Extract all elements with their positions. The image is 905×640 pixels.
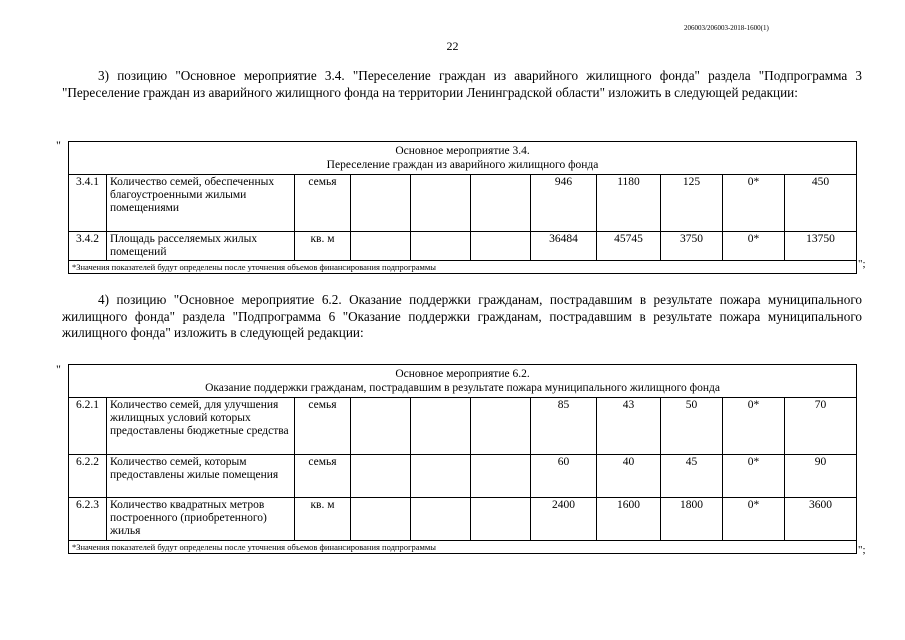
- value-cell: 3600: [785, 498, 857, 541]
- value-cell: 0*: [723, 175, 785, 232]
- value-cell: 1600: [597, 498, 661, 541]
- row-unit: семья: [295, 175, 351, 232]
- value-cell: [471, 498, 531, 541]
- row-name: Количество семей, обеспеченных благоустроенными жилыми помещениями: [107, 175, 295, 232]
- value-cell: [351, 455, 411, 498]
- row-number: 6.2.3: [69, 498, 107, 541]
- header-title: Основное мероприятие 6.2.: [395, 368, 530, 380]
- value-cell: [471, 398, 531, 455]
- row-number: 3.4.2: [69, 232, 107, 261]
- table-row: [69, 175, 857, 232]
- value-cell: 85: [531, 398, 597, 455]
- value-cell: [411, 398, 471, 455]
- table-row: [69, 232, 857, 261]
- value-cell: 125: [661, 175, 723, 232]
- table-2-close: ";: [858, 544, 866, 556]
- row-unit: кв. м: [295, 232, 351, 261]
- value-cell: [471, 175, 531, 232]
- header-title: Основное мероприятие 3.4.: [395, 145, 530, 157]
- value-cell: 0*: [723, 232, 785, 261]
- row-unit: семья: [295, 398, 351, 455]
- row-name: Площадь расселяемых жилых помещений: [107, 232, 295, 261]
- value-cell: [351, 175, 411, 232]
- value-cell: 45745: [597, 232, 661, 261]
- table-header-row: [69, 365, 857, 398]
- page-number: 22: [446, 39, 459, 53]
- value-cell: 1180: [597, 175, 661, 232]
- row-unit: семья: [295, 455, 351, 498]
- value-cell: 50: [661, 398, 723, 455]
- footnote: *Значения показателей будут определены после уточнения объемов финансирования подпрограммы: [69, 541, 857, 554]
- table-2-open-quote: ": [56, 362, 61, 376]
- row-number: 6.2.1: [69, 398, 107, 455]
- value-cell: 13750: [785, 232, 857, 261]
- value-cell: 40: [597, 455, 661, 498]
- table-3-4: [68, 141, 857, 274]
- value-cell: 0*: [723, 498, 785, 541]
- value-cell: [351, 398, 411, 455]
- value-cell: [411, 455, 471, 498]
- value-cell: 43: [597, 398, 661, 455]
- table-header-row: [69, 142, 857, 175]
- table-row: [69, 455, 857, 498]
- table-6-2: [68, 364, 857, 554]
- value-cell: [411, 175, 471, 232]
- table-row: [69, 498, 857, 541]
- row-name: Количество семей, для улучшения жилищных условий которых предоставлены бюджетные средства: [107, 398, 295, 455]
- value-cell: 450: [785, 175, 857, 232]
- value-cell: [471, 455, 531, 498]
- value-cell: 0*: [723, 455, 785, 498]
- table-1-close: ";: [858, 258, 866, 270]
- footnote-row: [69, 261, 857, 274]
- header-subtitle: Переселение граждан из аварийного жилищного фонда: [326, 159, 599, 171]
- item-3-text: 3) позицию "Основное мероприятие 3.4. "Переселение граждан из аварийного жилищного фонда" раздела "Подпрограмма 3 "Переселение граждан из аварийного жилищного фонда на территории Ленинградской области" изложить в следующей редакции:: [62, 68, 862, 100]
- document-id: 206003/206003-2018-1600(1): [684, 24, 769, 32]
- table-header: [69, 365, 857, 398]
- value-cell: 0*: [723, 398, 785, 455]
- value-cell: [411, 232, 471, 261]
- value-cell: 45: [661, 455, 723, 498]
- item-4-paragraph: [62, 292, 862, 342]
- value-cell: 70: [785, 398, 857, 455]
- value-cell: 2400: [531, 498, 597, 541]
- table-row: [69, 398, 857, 455]
- value-cell: 3750: [661, 232, 723, 261]
- value-cell: 90: [785, 455, 857, 498]
- row-name: Количество семей, которым предоставлены жилые помещения: [107, 455, 295, 498]
- value-cell: 1800: [661, 498, 723, 541]
- footnote-row: [69, 541, 857, 554]
- value-cell: [411, 498, 471, 541]
- value-cell: 60: [531, 455, 597, 498]
- value-cell: [351, 498, 411, 541]
- item-4-text: 4) позицию "Основное мероприятие 6.2. Оказание поддержки гражданам, пострадавшим в результате пожара муниципального жилищного фонда" раздела "Подпрограмма 6 "Оказание поддержки гражданам, пострадавшим в результате пожара муниципального жилищного фонда" изложить в следующей редакции:: [62, 292, 862, 340]
- table-header: [69, 142, 857, 175]
- row-name: Количество квадратных метров построенного (приобретенного) жилья: [107, 498, 295, 541]
- value-cell: 946: [531, 175, 597, 232]
- value-cell: [351, 232, 411, 261]
- row-number: 3.4.1: [69, 175, 107, 232]
- footnote: *Значения показателей будут определены после уточнения объемов финансирования подпрограммы: [69, 261, 857, 274]
- value-cell: 36484: [531, 232, 597, 261]
- value-cell: [471, 232, 531, 261]
- header-subtitle: Оказание поддержки гражданам, пострадавшим в результате пожара муниципального жилищного фонда: [205, 382, 720, 394]
- table-1-open-quote: ": [56, 138, 61, 152]
- item-3-paragraph: [62, 68, 862, 101]
- row-number: 6.2.2: [69, 455, 107, 498]
- row-unit: кв. м: [295, 498, 351, 541]
